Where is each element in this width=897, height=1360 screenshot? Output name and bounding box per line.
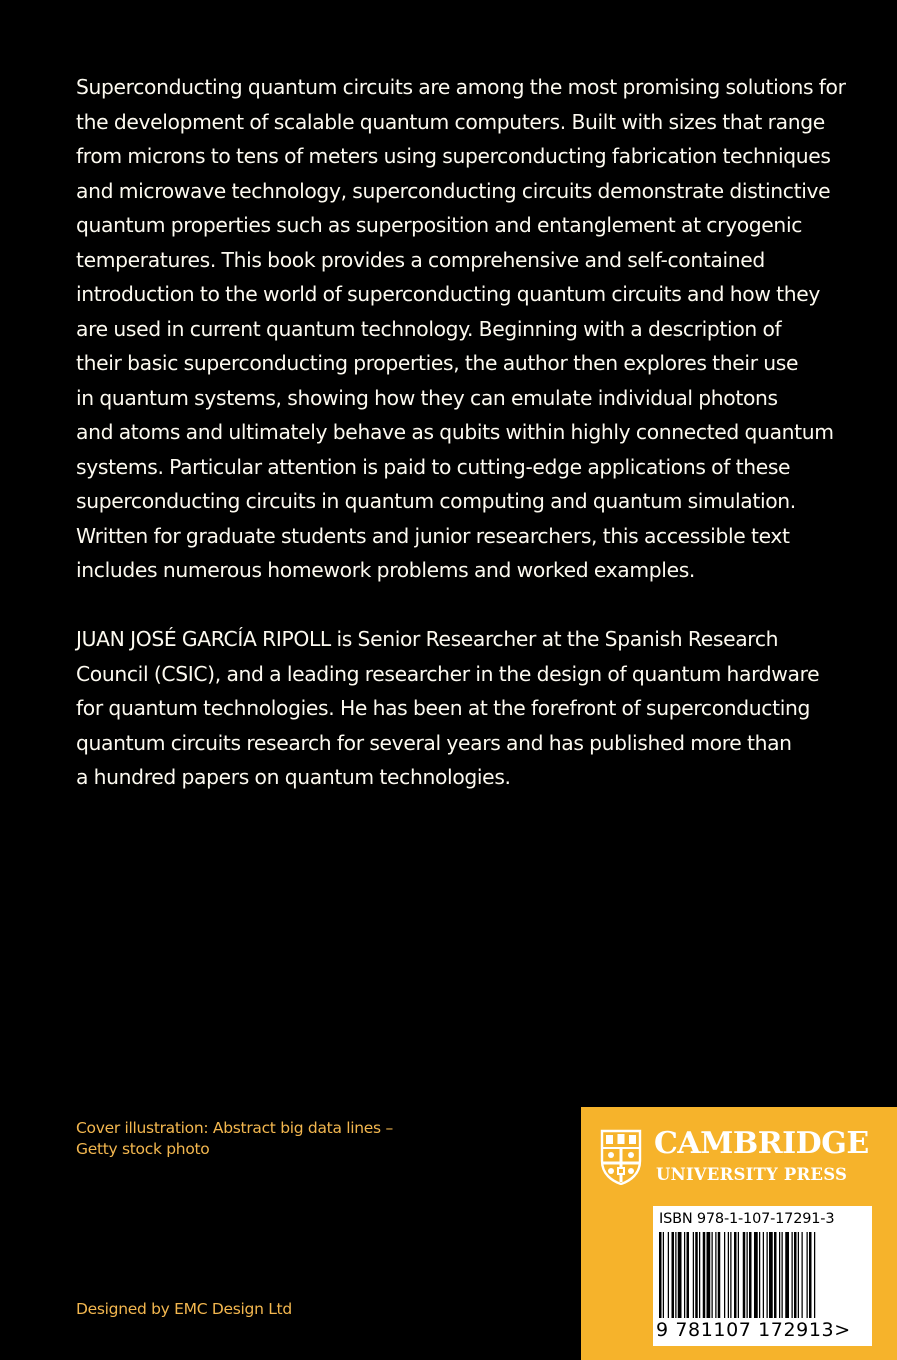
description-line: and atoms and ultimately behave as qubits within highly connected quantum [76,420,834,444]
barcode-bar [668,1232,669,1318]
barcode-bar [707,1232,711,1318]
barcode-bar [659,1232,662,1318]
barcode-bar [759,1232,760,1318]
barcode-bar [794,1232,797,1318]
barcode-bar [695,1232,698,1318]
publisher-subname: UNIVERSITY PRESS [656,1165,848,1184]
cambridge-crest-icon [600,1129,642,1185]
publisher-name: CAMBRIDGE [654,1126,869,1161]
barcode-bar [754,1232,758,1318]
book-description [76,70,866,588]
barcode-bar [699,1232,700,1318]
isbn-barcode [653,1206,872,1346]
barcode-bar [767,1232,768,1318]
barcode-bar [749,1232,752,1318]
description-line: their basic superconducting properties, the author then explores their use [76,351,799,375]
barcode-bar [703,1232,706,1318]
description-line: superconducting circuits in quantum computing and quantum simulation. [76,489,796,513]
barcode-bar [730,1232,731,1318]
cover-credit-line: Getty stock photo [76,1140,210,1158]
barcode-bar [738,1232,739,1318]
barcode-bar [747,1232,748,1318]
description-line: Superconducting quantum circuits are among the most promising solutions for [76,75,846,99]
barcode-bar [693,1232,694,1318]
barcode-digits [656,1319,851,1341]
barcode-bar [809,1232,812,1318]
description-line: quantum properties such as superposition and entanglement at cryogenic [76,213,803,237]
bio-line: a hundred papers on quantum technologies. [76,765,511,789]
barcode-bar [675,1232,676,1318]
description-line: temperatures. This book provides a comprehensive and self-contained [76,247,765,272]
barcode-bar [802,1232,803,1318]
barcode-bar [687,1232,690,1318]
barcode-bar [734,1232,737,1318]
barcode-bar [807,1232,808,1318]
barcode-bar [763,1232,764,1318]
description-line: the development of scalable quantum computers. Built with sizes that range [76,109,825,134]
barcode-bar [663,1232,664,1318]
barcode-bar [814,1232,815,1318]
description-line: from microns to tens of meters using superconducting fabrication techniques [76,144,831,168]
barcode-bar [724,1232,725,1318]
barcode-bar [715,1232,716,1318]
description-line: in quantum systems, showing how they can emulate individual photons [76,385,778,410]
barcode-end-mark: > [834,1319,851,1341]
barcode-bar [774,1232,777,1318]
description-line: are used in current quantum technology. Beginning with a description of [76,316,782,341]
barcode-bar [672,1232,675,1318]
description-line: introduction to the world of superconducting quantum circuits and how they [76,282,821,306]
description-line: systems. Particular attention is paid to cutting-edge applications of these [76,454,791,479]
bio-line: Council (CSIC), and a leading researcher in the design of quantum hardware [76,661,820,686]
barcode-bar [792,1232,793,1318]
barcode-number: 9 781107 172913 [656,1319,835,1341]
isbn-label: ISBN 978-1-107-17291-3 [659,1211,835,1227]
barcode-bar [785,1232,789,1318]
barcode-bar [743,1232,746,1318]
barcode-bar [798,1232,799,1318]
bio-line: for quantum technologies. He has been at the forefront of superconducting [76,696,811,720]
barcode-bar [782,1232,783,1318]
barcode-bars [653,1230,872,1322]
designer-credit: Designed by EMC Design Ltd [76,1300,292,1318]
description-line: and microwave technology, superconducting circuits demonstrate distinctive [76,178,831,203]
barcode-bar [779,1232,780,1318]
publisher-panel [581,1107,897,1360]
cover-illustration-credit [76,1118,406,1160]
barcode-bar [728,1232,729,1318]
barcode-bar [712,1232,713,1318]
bio-line: JUAN JOSÉ GARCÍA RIPOLL is Senior Researcher at the Spanish Research [76,627,779,651]
cover-credit-line: Cover illustration: Abstract big data lines – [76,1119,393,1137]
author-bio [76,622,866,795]
bio-line: quantum circuits research for several years and has published more than [76,730,792,755]
description-line: includes numerous homework problems and worked examples. [76,558,696,582]
barcode-bar [769,1232,773,1318]
description-line: Written for graduate students and junior researchers, this accessible text [76,523,790,548]
barcode-bar [718,1232,721,1318]
barcode-bar [684,1232,685,1318]
barcode-bar [678,1232,682,1318]
